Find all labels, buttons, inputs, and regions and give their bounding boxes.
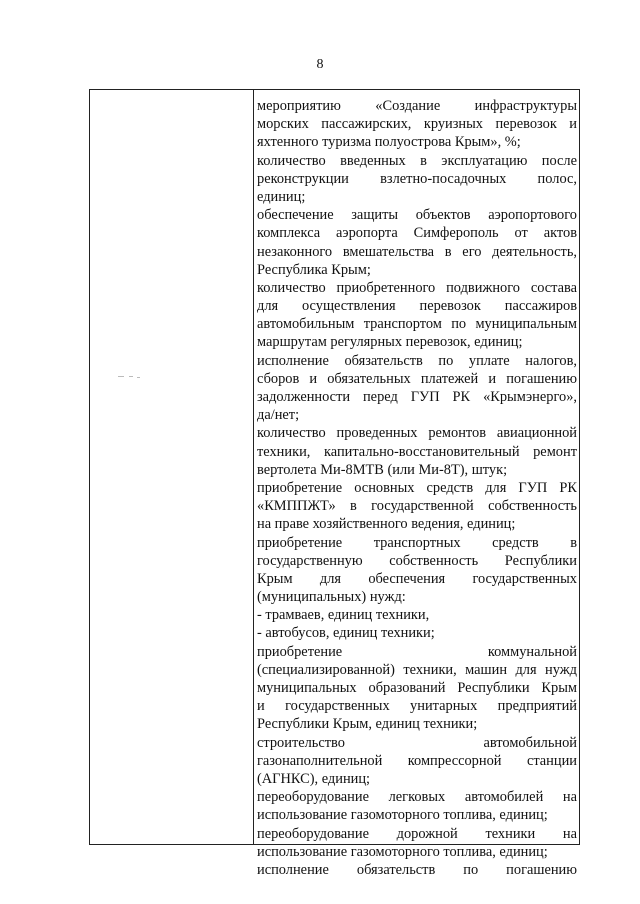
text-line: строительство автомобильной — [257, 734, 577, 751]
text-line: техники, капитально-восстановительный ремонт — [257, 443, 577, 460]
text-line: да/нет; — [257, 407, 300, 424]
text-line: - автобусов, единиц техники; — [257, 625, 435, 642]
text-line: комплекса аэропорта Симферополь от актов — [257, 225, 577, 242]
text-line: (специализированной) техники, машин для нужд — [257, 661, 577, 678]
text-line: Республики Крым, единиц техники; — [257, 716, 478, 733]
text-line: количество приобретенного подвижного состава — [257, 279, 577, 296]
text-line: сборов и обязательных платежей и погашению — [257, 370, 577, 387]
text-line: муниципальных образований Республики Крым — [257, 680, 577, 696]
indicators-text-cell — [257, 97, 577, 879]
text-line: морских пассажирских, круизных перевозок и — [257, 116, 577, 133]
text-line: яхтенного туризма полуострова Крым», %; — [257, 134, 521, 151]
text-line: маршрутам регулярных перевозок, единиц; — [257, 334, 523, 351]
text-line: государственную собственность Республики — [257, 552, 577, 569]
text-line: газонаполнительной компрессорной станции — [257, 752, 577, 769]
text-line: (АГНКС), единиц; — [257, 770, 371, 787]
text-line: приобретение транспортных средств в — [257, 534, 577, 551]
text-line: (муниципальных) нужд: — [257, 589, 406, 606]
text-line: количество проведенных ремонтов авиационной — [257, 425, 577, 442]
text-line: - трамваев, единиц техники, — [257, 607, 430, 624]
page-number: 8 — [316, 57, 324, 72]
left-empty-cell — [90, 90, 253, 844]
text-line: задолженности перед ГУП РК «Крымэнерго», — [257, 389, 577, 405]
text-line: и государственных унитарных предприятий — [257, 698, 577, 715]
scan-speck — [118, 376, 124, 377]
text-line: для осуществления перевозок пассажиров — [257, 298, 577, 315]
text-line: обеспечение защиты объектов аэропортового — [257, 207, 577, 224]
text-line: переоборудование дорожной техники на — [257, 825, 577, 842]
text-line: единиц; — [257, 188, 306, 205]
scan-speck — [129, 376, 133, 377]
text-line: вертолета Ми-8МТВ (или Ми-8Т), штук; — [257, 461, 508, 478]
text-line: на праве хозяйственного ведения, единиц; — [257, 516, 516, 533]
document-table — [89, 89, 580, 878]
text-line: «КМППЖТ» в государственной собственность — [257, 498, 577, 515]
text-line: переоборудование легковых автомобилей на — [257, 789, 577, 806]
scan-speck — [137, 377, 140, 378]
text-line: мероприятию «Создание инфраструктуры — [257, 98, 577, 114]
text-line: исполнение обязательств по погашению — [257, 861, 577, 878]
text-line: Республика Крым; — [257, 261, 371, 278]
text-line: реконструкции взлетно-посадочных полос, — [257, 170, 577, 187]
column-divider — [253, 90, 254, 844]
text-line: исполнение обязательств по уплате налогов, — [257, 352, 577, 369]
text-line: Крым для обеспечения государственных — [257, 570, 577, 587]
text-line: количество введенных в эксплуатацию после — [257, 152, 577, 169]
text-line: использование газомоторного топлива, единиц; — [257, 843, 548, 860]
text-line: автомобильным транспортом по муниципальным — [257, 316, 577, 333]
text-line: использование газомоторного топлива, единиц; — [257, 807, 548, 824]
text-line: приобретение основных средств для ГУП РК — [257, 479, 577, 496]
text-line: приобретение коммунальной — [257, 643, 577, 660]
text-line: незаконного вмешательства в его деятельность, — [257, 243, 577, 260]
